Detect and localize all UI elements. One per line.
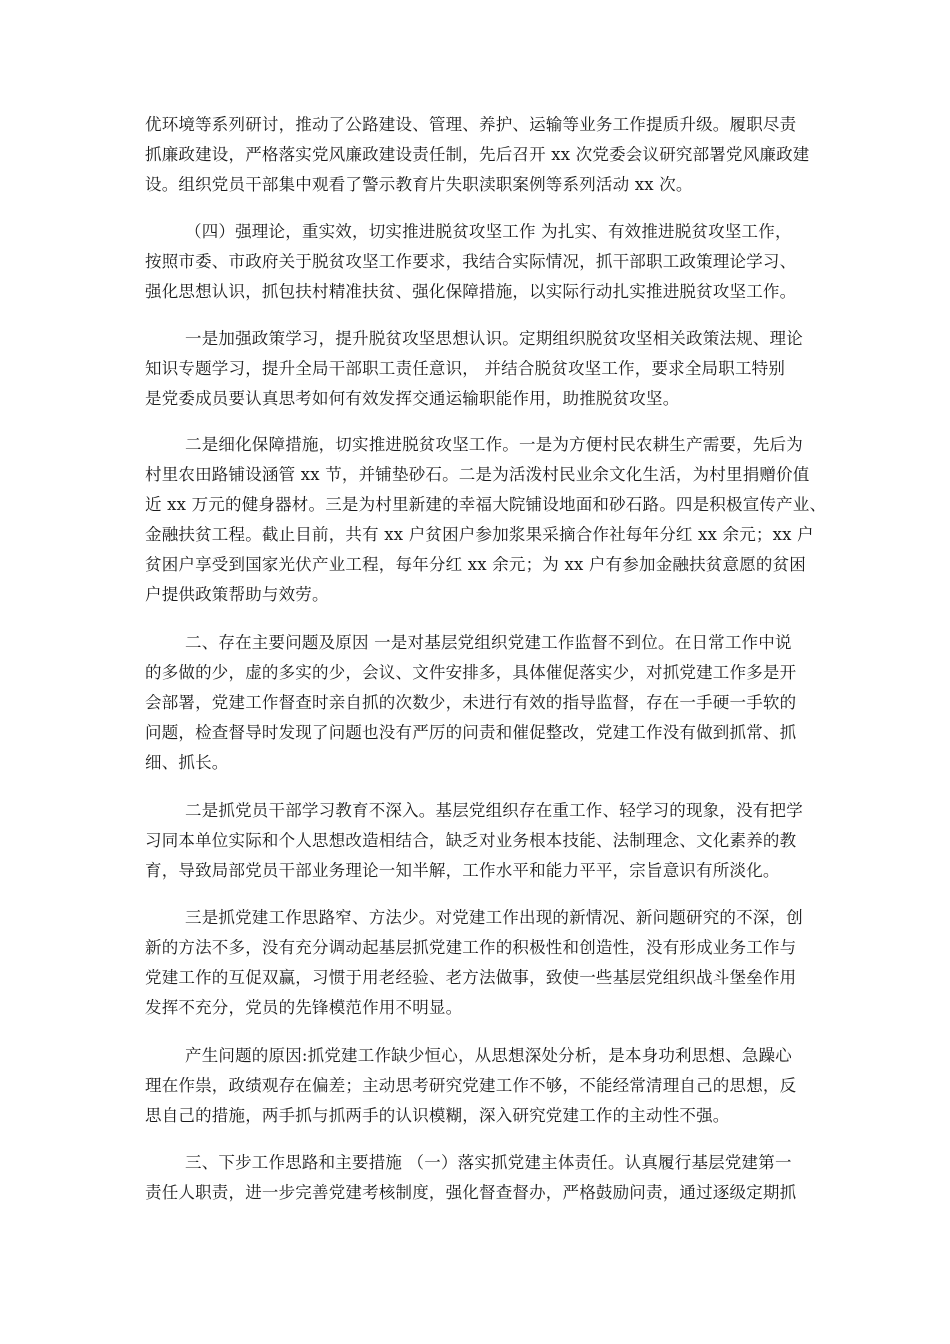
- text-line: 三、下步工作思路和主要措施 （一）落实抓党建主体责任。认真履行基层党建第一: [185, 1153, 792, 1172]
- text-line: 金融扶贫工程。截止目前，共有 xx 户贫困户参加浆果采摘合作社每年分红 xx 余元；xx 户: [145, 525, 814, 544]
- text-line: 党建工作的互促双赢，习惯于用老经验、老方法做事，致使一些基层党组织战斗堡垒作用: [145, 968, 797, 987]
- text-line: 问题，检查督导时发现了问题也没有严厉的问责和催促整改，党建工作没有做到抓常、抓: [145, 723, 797, 742]
- text-line: 户提供政策帮助与效劳。: [145, 585, 329, 604]
- text-line: 细、抓长。: [145, 753, 229, 772]
- paragraph-3: [145, 324, 805, 414]
- paragraph-1: [145, 110, 810, 200]
- text-line: 三是抓党建工作思路窄、方法少。对党建工作出现的新情况、新问题研究的不深，创: [185, 908, 803, 927]
- text-line: 强化思想认识，抓包扶村精准扶贫、强化保障措施，以实际行动扎实推进脱贫攻坚工作。: [145, 282, 797, 301]
- paragraph-4: [145, 430, 827, 610]
- text-line: 二、存在主要问题及原因 一是对基层党组织党建工作监督不到位。在日常工作中说: [185, 633, 792, 652]
- paragraph-5: [145, 628, 805, 778]
- text-line: 发挥不充分，党员的先锋模范作用不明显。: [145, 998, 463, 1017]
- text-line: 习同本单位实际和个人思想改造相结合，缺乏对业务根本技能、法制理念、文化素养的教: [145, 831, 797, 850]
- paragraph-8: [145, 1041, 805, 1131]
- text-line: 责任人职责，进一步完善党建考核制度，强化督查督办，严格鼓励问责，通过逐级定期抓: [145, 1183, 797, 1202]
- paragraph-7: [145, 903, 805, 1023]
- text-line: 按照市委、市政府关于脱贫攻坚工作要求，我结合实际情况，抓干部职工政策理论学习、: [145, 252, 797, 271]
- text-line: 知识专题学习，提升全局干部职工责任意识， 并结合脱贫攻坚工作，要求全局职工特别: [145, 359, 786, 378]
- text-line: 二是抓党员干部学习教育不深入。基层党组织存在重工作、轻学习的现象，没有把学: [185, 801, 803, 820]
- text-line: 理在作祟，政绩观存在偏差；主动思考研究党建工作不够，不能经常清理自己的思想，反: [145, 1076, 797, 1095]
- text-line: 近 xx 万元的健身器材。三是为村里新建的幸福大院铺设地面和砂石路。四是积极宣传产业、: [145, 495, 827, 514]
- paragraph-2: [145, 217, 805, 307]
- text-line: 村里农田路铺设涵管 xx 节，并铺垫砂石。二是为活泼村民业余文化生活，为村里捐赠价值: [145, 465, 810, 484]
- text-line: 思自己的措施，两手抓与抓两手的认识模糊，深入研究党建工作的主动性不强。: [145, 1106, 730, 1125]
- text-line: 会部署，党建工作督查时亲自抓的次数少，未进行有效的指导监督，存在一手硬一手软的: [145, 693, 797, 712]
- text-line: 贫困户享受到国家光伏产业工程，每年分红 xx 余元；为 xx 户有参加金融扶贫意愿的贫困: [145, 555, 807, 574]
- text-line: （四）强理论，重实效，切实推进脱贫攻坚工作 为扎实、有效推进脱贫攻坚工作，: [185, 222, 792, 241]
- text-line: 设。组织党员干部集中观看了警示教育片失职渎职案例等系列活动 xx 次。: [145, 175, 693, 194]
- text-line: 的多做的少，虚的多实的少，会议、文件安排多，具体催促落实少，对抓党建工作多是开: [145, 663, 797, 682]
- text-line: 是党委成员要认真思考如何有效发挥交通运输职能作用，助推脱贫攻坚。: [145, 389, 680, 408]
- text-line: 优环境等系列研讨，推动了公路建设、管理、养护、运输等业务工作提质升级。履职尽责: [145, 115, 797, 134]
- text-line: 产生问题的原因:抓党建工作缺少恒心，从思想深处分析，是本身功利思想、急躁心: [185, 1046, 792, 1065]
- text-line: 一是加强政策学习，提升脱贫攻坚思想认识。定期组织脱贫攻坚相关政策法规、理论: [185, 329, 803, 348]
- text-line: 抓廉政建设，严格落实党风廉政建设责任制，先后召开 xx 次党委会议研究部署党风廉政建: [145, 145, 810, 164]
- text-line: 新的方法不多，没有充分调动起基层抓党建工作的积极性和创造性，没有形成业务工作与: [145, 938, 797, 957]
- text-line: 二是细化保障措施，切实推进脱贫攻坚工作。一是为方便村民农耕生产需要，先后为: [185, 435, 803, 454]
- text-line: 育，导致局部党员干部业务理论一知半解，工作水平和能力平平，宗旨意识有所淡化。: [145, 861, 780, 880]
- paragraph-9: [145, 1148, 805, 1208]
- paragraph-6: [145, 796, 805, 886]
